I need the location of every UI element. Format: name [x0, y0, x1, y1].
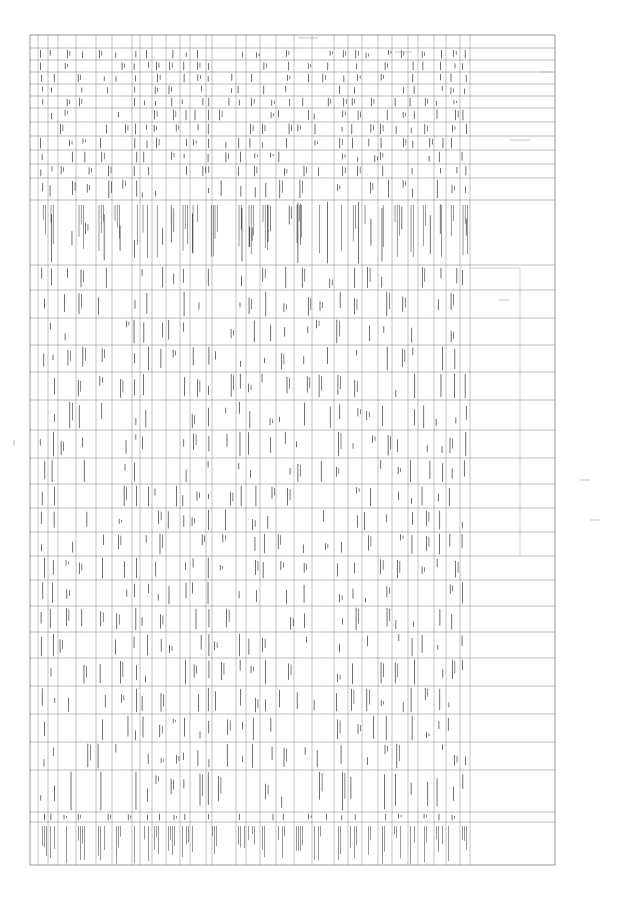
table-border [30, 35, 555, 865]
